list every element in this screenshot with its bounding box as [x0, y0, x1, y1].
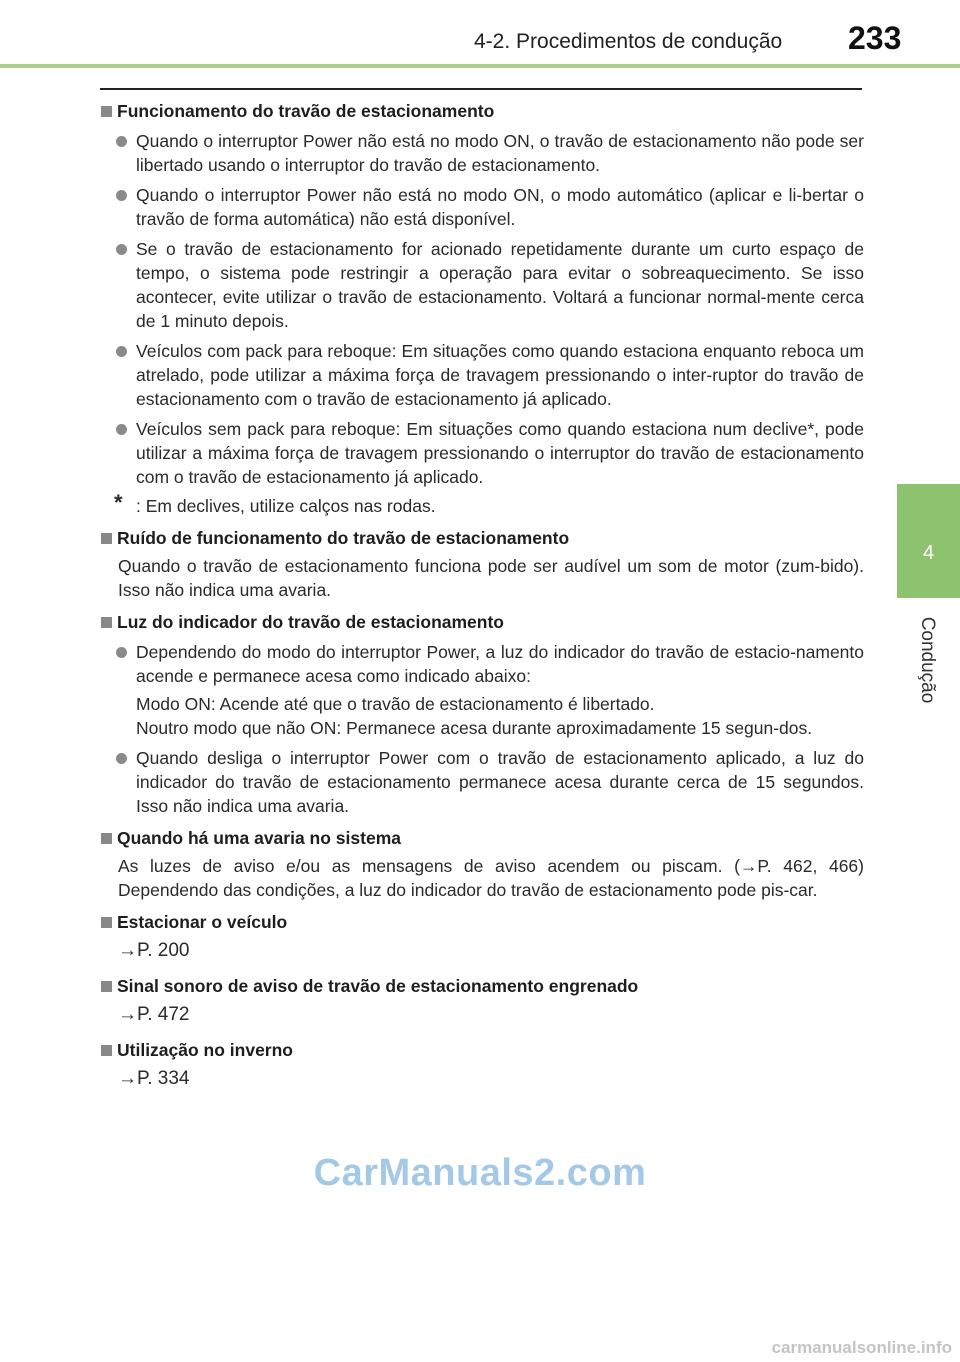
bullet-item	[100, 339, 864, 411]
bullet-item	[100, 183, 864, 231]
section-heading	[100, 1038, 864, 1062]
heading-text: Luz do indicador do travão de estacionamento	[117, 612, 504, 632]
mode-on-text: Modo ON: Acende até que o travão de estacionamento é libertado.	[136, 694, 655, 714]
bullet-text: Quando desliga o interruptor Power com o travão de estacionamento aplicado, a luz do indicador do travão de estacionamento permanece acesa durante cerca de 15 segundos. Isso não indica uma avaria.	[136, 748, 864, 816]
paragraph	[100, 692, 864, 740]
content-top-rule	[100, 88, 862, 90]
heading-text: Sinal sonoro de aviso de travão de estacionamento engrenado	[117, 976, 639, 996]
square-bullet-icon	[101, 106, 112, 117]
section-title: 4-2. Procedimentos de condução	[474, 30, 783, 53]
bullet-text: Dependendo do modo do interruptor Power, a luz do indicador do travão de estacio-namento acende e permanece acesa como indicado abaixo:	[136, 642, 864, 686]
round-bullet-icon	[116, 244, 127, 255]
bullet-text: Veículos com pack para reboque: Em situações como quando estaciona enquanto reboca um atrelado, pode utilizar a máxima força de travagem pressionando o inter-ruptor do travão de estacionamento com o travão de estacionamento já aplicado.	[136, 341, 864, 409]
bullet-item	[100, 640, 864, 688]
round-bullet-icon	[116, 424, 127, 435]
chapter-tab	[897, 484, 960, 598]
section-heading	[100, 910, 864, 934]
heading-text: Ruído de funcionamento do travão de estacionamento	[117, 528, 570, 548]
page-reference-link[interactable]: →P. 334	[118, 1068, 190, 1089]
round-bullet-icon	[116, 346, 127, 357]
header-rule	[0, 64, 960, 68]
footnote	[100, 490, 864, 518]
bullet-text: Quando o interruptor Power não está no modo ON, o modo automático (aplicar e li-bertar o travão de forma automática) não está disponível.	[136, 185, 864, 229]
footer-watermark: carmanualsonline.info	[771, 1338, 952, 1357]
heading-text: Utilização no inverno	[117, 1040, 293, 1060]
footnote-text: : Em declives, utilize calços nas rodas.	[136, 496, 436, 516]
section-heading	[100, 610, 864, 634]
square-bullet-icon	[101, 981, 112, 992]
bullet-text: Quando o interruptor Power não está no modo ON, o travão de estacionamento não pode ser libertado usando o interruptor do travão de estacionamento.	[136, 131, 864, 175]
round-bullet-icon	[116, 753, 127, 764]
bullet-item	[100, 417, 864, 489]
bullet-text: Se o travão de estacionamento for acionado repetidamente durante um curto espaço de tempo, o sistema pode restringir a operação para evitar o sobreaquecimento. Se isso acontecer, evite utilizar o travão de estacionamento. Voltará a funcionar normal-mente cerca de 1 minuto depois.	[136, 239, 864, 331]
page-content	[100, 99, 864, 1094]
page-reference-link[interactable]: →P. 472	[118, 1004, 190, 1025]
heading-text: Funcionamento do travão de estacionamento	[117, 101, 495, 121]
watermark-text: CarManuals2.com	[313, 1152, 647, 1194]
square-bullet-icon	[101, 833, 112, 844]
chapter-number: 4	[922, 542, 935, 564]
section-heading	[100, 99, 864, 123]
heading-text: Quando há uma avaria no sistema	[117, 828, 401, 848]
heading-text: Estacionar o veículo	[117, 912, 288, 932]
section-heading	[100, 526, 864, 550]
paragraph: As luzes de aviso e/ou as mensagens de aviso acendem ou piscam. (→P. 462, 466) Dependendo das condições, a luz do indicador do travão de estacionamento pode pis-car.	[118, 856, 864, 900]
footnote-mark: *	[114, 490, 123, 515]
section-heading	[100, 974, 864, 998]
bullet-item	[100, 129, 864, 177]
page-number: 233	[848, 20, 902, 56]
bullet-text: Veículos sem pack para reboque: Em situações como quando estaciona num declive*, pode utilizar a máxima força de travagem pressionando o interruptor do travão de estacionamento com o travão de estacionamento já aplicado.	[136, 419, 864, 487]
paragraph: Quando o travão de estacionamento funciona pode ser audível um som de motor (zum-bido). Isso não indica uma avaria.	[118, 556, 864, 600]
section-heading	[100, 826, 864, 850]
bullet-item	[100, 237, 864, 333]
bullet-item	[100, 746, 864, 818]
round-bullet-icon	[116, 136, 127, 147]
square-bullet-icon	[101, 533, 112, 544]
page-reference-link[interactable]: →P. 200	[118, 940, 190, 961]
round-bullet-icon	[116, 190, 127, 201]
square-bullet-icon	[101, 617, 112, 628]
chapter-label: Condução	[917, 616, 938, 704]
mode-other-text: Noutro modo que não ON: Permanece acesa durante aproximadamente 15 segun-dos.	[136, 718, 813, 738]
square-bullet-icon	[101, 917, 112, 928]
round-bullet-icon	[116, 647, 127, 658]
square-bullet-icon	[101, 1045, 112, 1056]
